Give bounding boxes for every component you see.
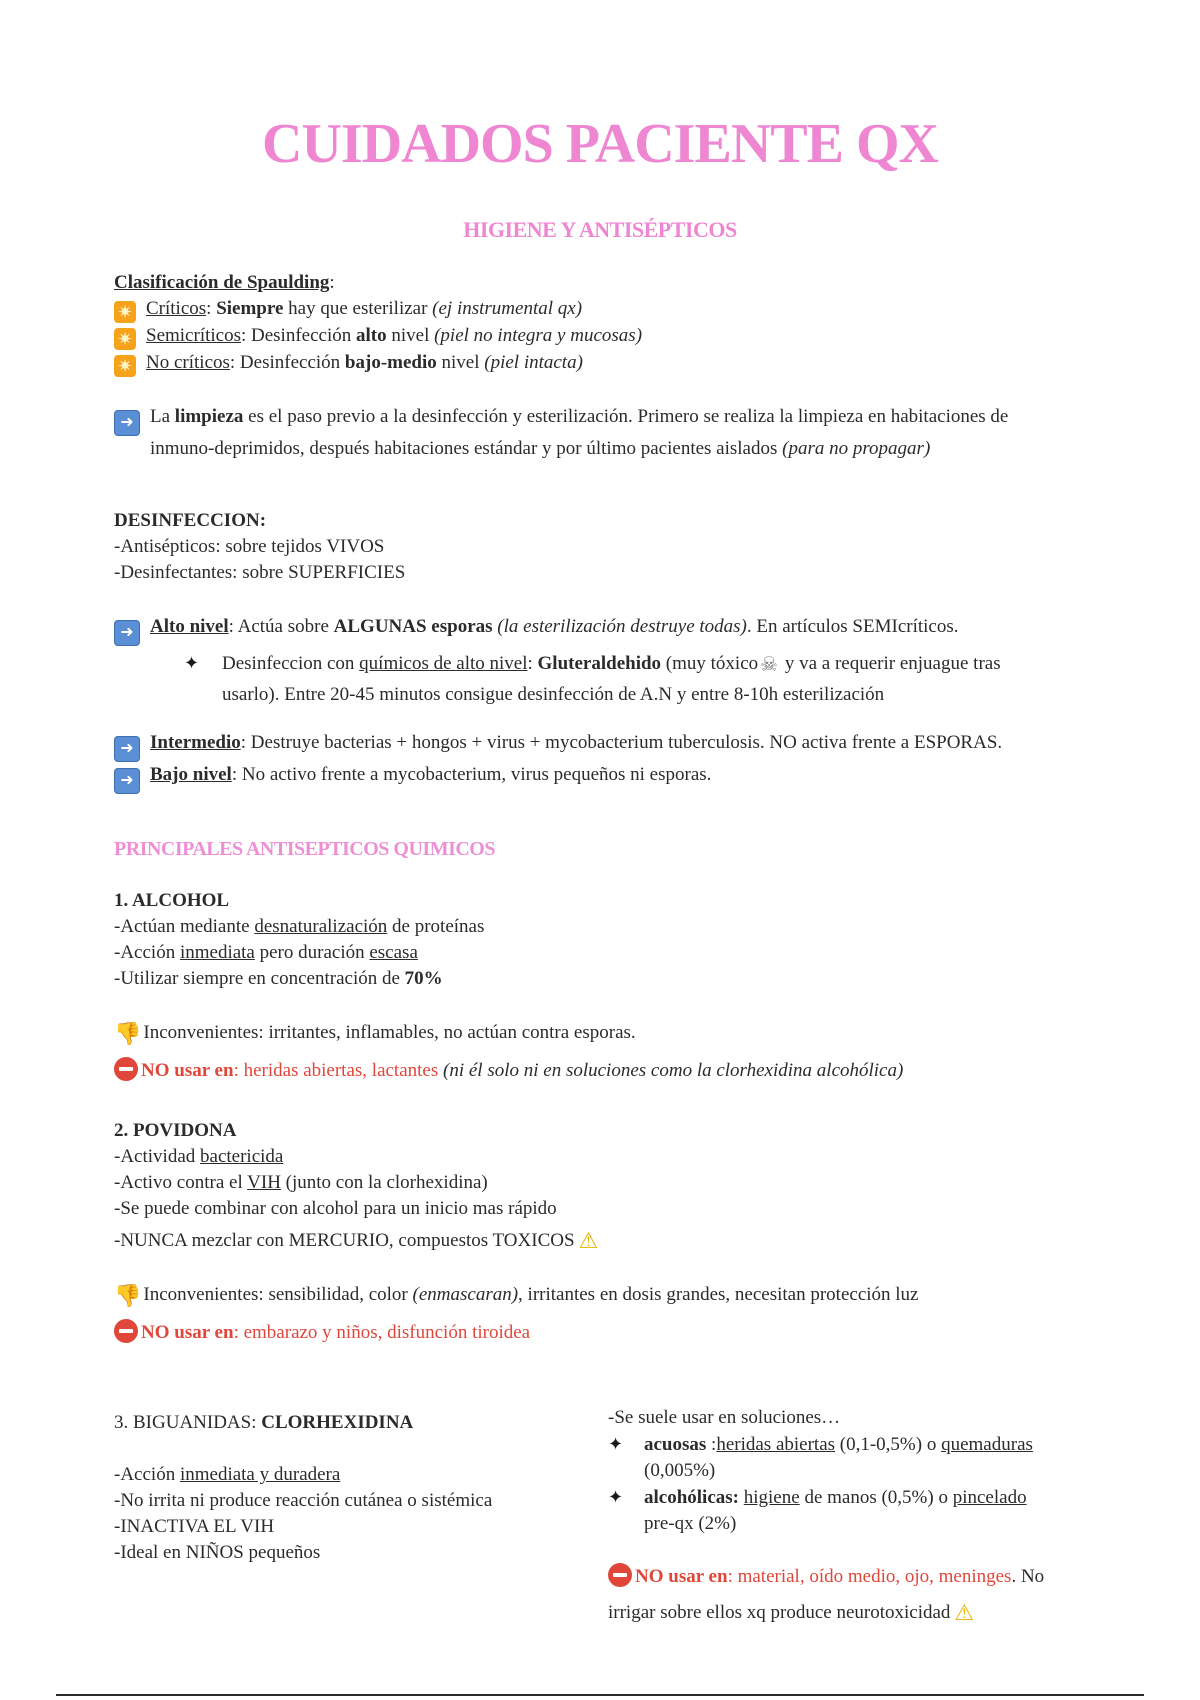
- biguanidas-no-usar: NO usar en: material, oído medio, ojo, meninges. No: [608, 1563, 1088, 1590]
- star-icon: ✷: [114, 328, 136, 350]
- arrow-right-icon: ➜: [114, 410, 140, 436]
- section-subtitle: HIGIENE Y ANTISÉPTICOS: [463, 217, 737, 242]
- footer-divider: [56, 1694, 1144, 1696]
- biguanidas-alcoholicas: ✦ alcohólicas: higiene de manos (0,5%) o pincelado: [608, 1484, 1088, 1511]
- four-point-star-icon: ✦: [608, 1487, 624, 1507]
- star-icon: ✷: [114, 355, 136, 377]
- povidona-heading: 2. POVIDONA: [114, 1120, 237, 1141]
- limpieza-paragraph: ➜ La limpieza es el paso previo a la desinfección y esterilización. Primero se realiza la limpieza en habitaciones de inmuno-deprimidos, después habitaciones estándar y por último pacientes aislados (para no propagar): [114, 404, 1074, 462]
- no-entry-icon: [114, 1057, 138, 1081]
- alcohol-heading: 1. ALCOHOL: [114, 890, 230, 911]
- desinfeccion-section: [114, 508, 1074, 586]
- povidona-inconvenientes: 👎 Inconvenientes: sensibilidad, color (enmascaran), irritantes en dosis grandes, necesitan protección luz: [114, 1283, 919, 1308]
- warning-icon: ⚠: [954, 1600, 975, 1625]
- principales-heading: PRINCIPALES ANTISEPTICOS QUIMICOS: [114, 838, 495, 860]
- alcohol-no-usar: NO usar en: heridas abiertas, lactantes (ni él solo ni en soluciones como la clorhexidina alcohólica): [114, 1057, 1074, 1084]
- biguanidas-acuosas: ✦ acuosas :heridas abiertas (0,1-0,5%) o quemaduras: [608, 1431, 1088, 1458]
- spaulding-heading: Clasificación de Spaulding:: [114, 272, 335, 293]
- star-icon: ✷: [114, 301, 136, 323]
- page-title: CUIDADOS PACIENTE QX: [262, 113, 938, 175]
- no-entry-icon: [114, 1319, 138, 1343]
- spaulding-item-criticos: ✷ Críticos: Siempre hay que esterilizar (ej instrumental qx): [114, 296, 1074, 323]
- four-point-star-icon: ✦: [184, 653, 200, 673]
- thumbs-down-icon: 👎: [114, 1283, 142, 1308]
- alcohol-inconvenientes: 👎 Inconvenientes: irritantes, inflamables, no actúan contra esporas.: [114, 1021, 636, 1046]
- povidona-no-usar: NO usar en: embarazo y niños, disfunción tiroidea: [114, 1319, 1074, 1346]
- arrow-right-icon: ➜: [114, 736, 140, 762]
- biguanidas-left-column: 3. BIGUANIDAS: CLORHEXIDINA -Acción inmediata y duradera -No irrita ni produce reacción cutánea o sistémica -INACTIVA EL VIH -Ideal en NIÑOS pequeños: [114, 1410, 584, 1566]
- desinfeccion-line: -Desinfectantes: sobre SUPERFICIES: [114, 562, 406, 583]
- arrow-right-icon: ➜: [114, 768, 140, 794]
- povidona-section: 2. POVIDONA -Actividad bactericida -Activo contra el VIH (junto con la clorhexidina) -Se puede combinar con alcohol para un inicio mas rápido -NUNCA mezclar con MERCURIO, compuestos TOXICOS ⚠ 👎 Inconvenientes: sensibilidad, color (enmascaran), irritantes en dosis grandes, necesitan protección luz NO usar en: embarazo y niños, disfunción tiroidea: [114, 1118, 1074, 1346]
- intermedio-item: ➜ Intermedio: Destruye bacterias + hongos + virus + mycobacterium tuberculosis. NO activa frente a ESPORAS. ➜ Bajo nivel: No activo frente a mycobacterium, virus pequeños ni esporas.: [114, 730, 1074, 794]
- desinfeccion-line: -Antisépticos: sobre tejidos VIVOS: [114, 536, 385, 557]
- biguanidas-heading: 3. BIGUANIDAS: CLORHEXIDINA: [114, 1412, 414, 1433]
- spaulding-section: [114, 270, 1074, 377]
- spaulding-item-no-criticos: ✷ No críticos: Desinfección bajo-medio nivel (piel intacta): [114, 350, 1074, 377]
- no-entry-icon: [608, 1563, 632, 1587]
- warning-icon: ⚠: [578, 1228, 599, 1253]
- desinfeccion-heading: DESINFECCION:: [114, 510, 267, 531]
- four-point-star-icon: ✦: [608, 1434, 624, 1454]
- bajo-nivel-item: ➜ Bajo nivel: No activo frente a mycobacterium, virus pequeños ni esporas.: [114, 762, 1074, 794]
- thumbs-down-icon: 👎: [114, 1021, 142, 1046]
- alcohol-section: 1. ALCOHOL -Actúan mediante desnaturalización de proteínas -Acción inmediata pero duración escasa -Utilizar siempre en concentración de 70% 👎 Inconvenientes: irritantes, inflamables, no actúan contra esporas. NO usar en: heridas abiertas, lactantes (ni él solo ni en soluciones como la clorhexidina alcohólica): [114, 888, 1074, 1084]
- skull-icon: ☠: [760, 654, 779, 676]
- spaulding-item-semicriticos: ✷ Semicríticos: Desinfección alto nivel (piel no integra y mucosas): [114, 323, 1074, 350]
- arrow-right-icon: ➜: [114, 620, 140, 646]
- alto-nivel-subitem: ✦ Desinfeccion con químicos de alto nivel: Gluteraldehido (muy tóxico ☠ y va a requerir enjuague tras: [114, 650, 1074, 678]
- biguanidas-right-column: -Se suele usar en soluciones… ✦ acuosas :heridas abiertas (0,1-0,5%) o quemaduras (0,005%) ✦ alcohólicas: higiene de manos (0,5%) o pincelado pre-qx (2%) NO usar en: material, oído medio, ojo, meninges. No irrigar sobre ellos xq produce neurotoxicidad ⚠: [608, 1405, 1088, 1626]
- alto-nivel-item: ➜ Alto nivel: Actúa sobre ALGUNAS esporas (la esterilización destruye todas). En artículos SEMIcríticos. ✦ Desinfeccion con químicos de alto nivel: Gluteraldehido (muy tóxico ☠ y va a requerir enjuague tras usarlo). Entre 20-45 minutos consigue desinfección de A.N y entre 8-10h esterilización: [114, 614, 1074, 708]
